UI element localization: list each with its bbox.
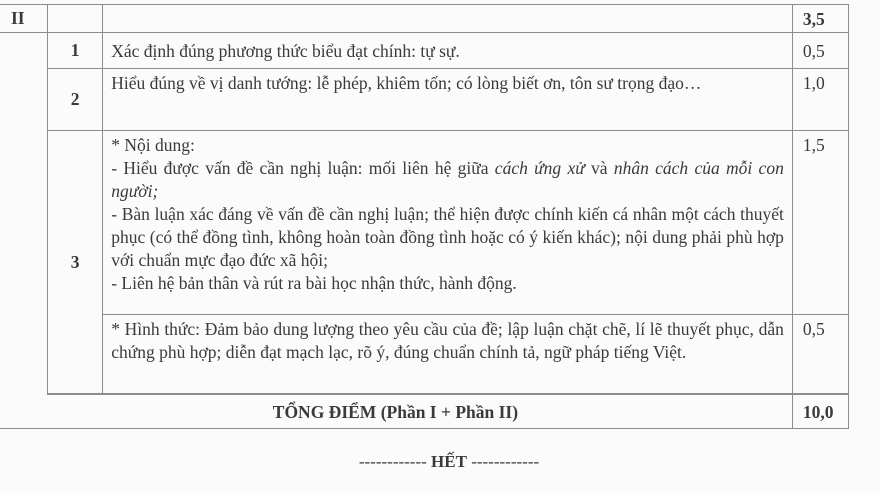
content-bullet-1 bbox=[111, 157, 784, 203]
end-of-document-mark bbox=[0, 452, 880, 472]
end-dashes-right: ------------ bbox=[471, 452, 540, 471]
part-row bbox=[0, 5, 849, 33]
italic-term: cách ứng xử bbox=[494, 158, 585, 178]
content-score: 1,5 bbox=[792, 131, 848, 315]
bullet-text: - Hiểu được vấn đề cần nghị luận: mối liên hệ giữa bbox=[111, 158, 495, 178]
total-row bbox=[0, 395, 849, 429]
total-label: TỔNG ĐIỂM (Phần I + Phần II) bbox=[0, 395, 792, 429]
bullet-text: và bbox=[584, 158, 614, 178]
question-row-1 bbox=[0, 33, 849, 69]
question-number: 2 bbox=[48, 69, 103, 131]
form-criteria: * Hình thức: Đảm bảo dung lượng theo yêu cầu của đề; lập luận chặt chẽ, lí lẽ thuyết phục, dẫn chứng phù hợp; diễn đạt mạch lạc, rõ ý, đúng chuẩn chính tả, ngữ pháp tiếng Việt. bbox=[103, 315, 793, 394]
part-content-empty bbox=[103, 5, 793, 33]
question-row-3-form bbox=[0, 315, 849, 394]
part-merged-cell bbox=[0, 33, 48, 395]
question-row-2 bbox=[0, 69, 849, 131]
total-score: 10,0 bbox=[792, 395, 848, 429]
question-content bbox=[103, 33, 793, 69]
italic-term: nhân cách của mỗi con người; bbox=[111, 158, 784, 201]
question-number: 3 bbox=[48, 131, 103, 394]
content-bullet-2: - Bàn luận xác đáng về vấn đề cần nghị luận; thể hiện được chính kiến cá nhân một cách thuyết phục (có thể đồng tình, không hoàn toàn đồng tình hoặc có ý kiến khác); nội dung phải phù hợp với chuẩn mực đạo đức xã hội; bbox=[111, 204, 784, 270]
grading-table bbox=[0, 4, 849, 429]
content-line: Hiểu đúng về vị danh tướng: lễ phép, khiêm tốn; có lòng biết ơn, tôn sư trọng đạo… bbox=[111, 73, 702, 93]
question-row-3-content bbox=[0, 131, 849, 315]
part-num-empty bbox=[48, 5, 103, 33]
end-word: HẾT bbox=[431, 452, 467, 471]
form-score: 0,5 bbox=[792, 315, 848, 394]
content-bullet-3: - Liên hệ bản thân và rút ra bài học nhận thức, hành động. bbox=[111, 273, 517, 293]
question-score: 1,0 bbox=[792, 69, 848, 131]
question-score: 0,5 bbox=[792, 33, 848, 69]
content-line: Xác định đúng phương thức biểu đạt chính: tự sự. bbox=[111, 41, 460, 61]
part-score: 3,5 bbox=[792, 5, 848, 33]
question-number: 1 bbox=[48, 33, 103, 69]
part-label: II bbox=[0, 5, 48, 33]
question-content bbox=[103, 69, 793, 131]
content-heading: * Nội dung: bbox=[111, 135, 195, 155]
end-dashes-left: ------------ bbox=[358, 452, 427, 471]
content-criteria bbox=[103, 131, 793, 315]
